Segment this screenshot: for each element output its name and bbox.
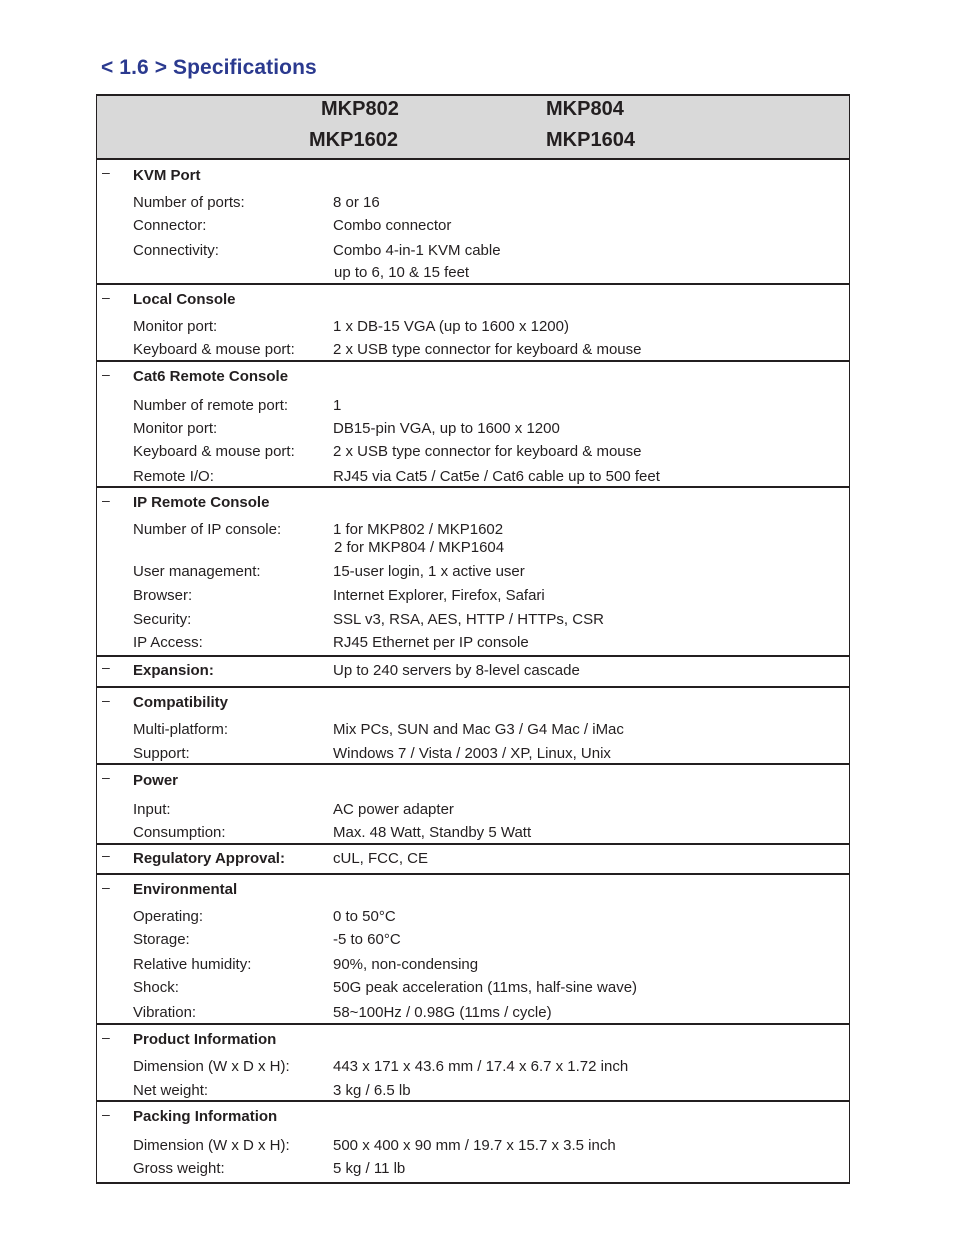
section-title: Regulatory Approval:: [133, 850, 285, 867]
spec-label: Remote I/O:: [133, 468, 214, 485]
section-expansion: [96, 657, 850, 688]
spec-label: Net weight:: [133, 1082, 209, 1099]
section-compatibility: [96, 688, 850, 765]
model-mkp802: MKP802: [321, 98, 399, 120]
section-title: Product Information: [133, 1031, 277, 1048]
section-title: Expansion:: [133, 662, 214, 679]
spec-value: Combo connector: [333, 217, 452, 234]
section-dash: –: [102, 659, 110, 675]
section-power: [96, 765, 850, 845]
section-title: Compatibility: [133, 694, 229, 711]
section-title: KVM Port: [133, 167, 201, 184]
spec-value: 58~100Hz / 0.98G (11ms / cycle): [333, 1004, 552, 1021]
specifications-table: [96, 94, 850, 1184]
spec-value: SSL v3, RSA, AES, HTTP / HTTPs, CSR: [333, 611, 604, 628]
spec-value: AC power adapter: [333, 801, 454, 818]
section-regulatory-approval: [96, 845, 850, 875]
spec-value: Windows 7 / Vista / 2003 / XP, Linux, Unix: [333, 745, 611, 762]
spec-value: 1 x DB-15 VGA (up to 1600 x 1200): [333, 318, 569, 335]
section-title: Cat6 Remote Console: [133, 368, 289, 385]
spec-label: Monitor port:: [133, 318, 218, 335]
spec-value: 15-user login, 1 x active user: [333, 563, 525, 580]
spec-value: 0 to 50°C: [333, 908, 396, 925]
section-packing-information: [96, 1102, 850, 1184]
section-dash: –: [102, 769, 110, 785]
spec-value: 2 x USB type connector for keyboard & mouse: [333, 443, 642, 460]
section-kvm-port: [96, 160, 850, 285]
spec-label: Number of IP console:: [133, 521, 282, 538]
section-local-console: [96, 285, 850, 362]
spec-label: Monitor port:: [133, 420, 218, 437]
spec-value: RJ45 via Cat5 / Cat5e / Cat6 cable up to 500 feet: [333, 468, 660, 485]
spec-label: Multi-platform:: [133, 721, 229, 738]
spec-value: Mix PCs, SUN and Mac G3 / G4 Mac / iMac: [333, 721, 624, 738]
section-title: IP Remote Console: [133, 494, 270, 511]
spec-label: Connector:: [133, 217, 207, 234]
spec-label: Browser:: [133, 587, 193, 604]
section-title: Power: [133, 772, 179, 789]
spec-label: Keyboard & mouse port:: [133, 443, 295, 460]
section-title: Packing Information: [133, 1108, 278, 1125]
spec-value: 3 kg / 6.5 lb: [333, 1082, 411, 1099]
spec-label: Operating:: [133, 908, 204, 925]
spec-label: IP Access:: [133, 634, 203, 651]
spec-value: Up to 240 servers by 8-level cascade: [333, 662, 580, 679]
spec-value: 1 for MKP802 / MKP1602: [333, 521, 504, 538]
spec-label: Storage:: [133, 931, 190, 948]
spec-label: Keyboard & mouse port:: [133, 341, 295, 358]
section-ip-remote-console: [96, 488, 850, 657]
spec-value: 1: [333, 397, 342, 414]
spec-value: cUL, FCC, CE: [333, 850, 429, 867]
section-dash: –: [102, 492, 110, 508]
spec-value: -5 to 60°C: [333, 931, 401, 948]
spec-value: 500 x 400 x 90 mm / 19.7 x 15.7 x 3.5 inch: [333, 1137, 616, 1154]
spec-value: 443 x 171 x 43.6 mm / 17.4 x 6.7 x 1.72 inch: [333, 1058, 629, 1075]
spec-label: User management:: [133, 563, 261, 580]
spec-label: Security:: [133, 611, 192, 628]
section-environmental: [96, 875, 850, 1025]
section-cat6-remote-console: [96, 362, 850, 488]
page-title: < 1.6 > Specifications: [101, 56, 317, 79]
section-dash: –: [102, 1029, 110, 1045]
spec-label: Dimension (W x D x H):: [133, 1058, 290, 1075]
spec-value: 90%, non-condensing: [333, 956, 479, 973]
spec-value: Internet Explorer, Firefox, Safari: [333, 587, 545, 604]
model-mkp1602: MKP1602: [309, 129, 398, 151]
section-dash: –: [102, 692, 110, 708]
section-dash: –: [102, 164, 110, 180]
spec-value: 2 x USB type connector for keyboard & mouse: [333, 341, 642, 358]
spec-label: Dimension (W x D x H):: [133, 1137, 290, 1154]
spec-label: Number of ports:: [133, 194, 245, 211]
section-title: Local Console: [133, 291, 236, 308]
spec-label: Relative humidity:: [133, 956, 252, 973]
spec-label: Gross weight:: [133, 1160, 225, 1177]
spec-value-continued: 2 for MKP804 / MKP1604: [334, 539, 505, 556]
spec-label: Input:: [133, 801, 171, 818]
spec-value: RJ45 Ethernet per IP console: [333, 634, 529, 651]
spec-label: Connectivity:: [133, 242, 219, 259]
section-dash: –: [102, 879, 110, 895]
spec-value: Max. 48 Watt, Standby 5 Watt: [333, 824, 532, 841]
spec-value: 5 kg / 11 lb: [333, 1160, 406, 1177]
spec-value: Combo 4-in-1 KVM cable: [333, 242, 501, 259]
spec-label: Consumption:: [133, 824, 226, 841]
spec-value: 8 or 16: [333, 194, 380, 211]
table-header: [96, 94, 850, 160]
spec-label: Vibration:: [133, 1004, 197, 1021]
spec-label: Support:: [133, 745, 190, 762]
spec-label: Number of remote port:: [133, 397, 289, 414]
model-mkp1604: MKP1604: [546, 129, 635, 151]
model-mkp804: MKP804: [546, 98, 624, 120]
section-dash: –: [102, 1106, 110, 1122]
spec-label: Shock:: [133, 979, 179, 996]
section-dash: –: [102, 366, 110, 382]
spec-value: 50G peak acceleration (11ms, half-sine wave): [333, 979, 638, 996]
section-dash: –: [102, 289, 110, 305]
spec-value-continued: up to 6, 10 & 15 feet: [334, 264, 470, 281]
section-dash: –: [102, 847, 110, 863]
spec-value: DB15-pin VGA, up to 1600 x 1200: [333, 420, 560, 437]
section-title: Environmental: [133, 881, 238, 898]
section-product-information: [96, 1025, 850, 1102]
